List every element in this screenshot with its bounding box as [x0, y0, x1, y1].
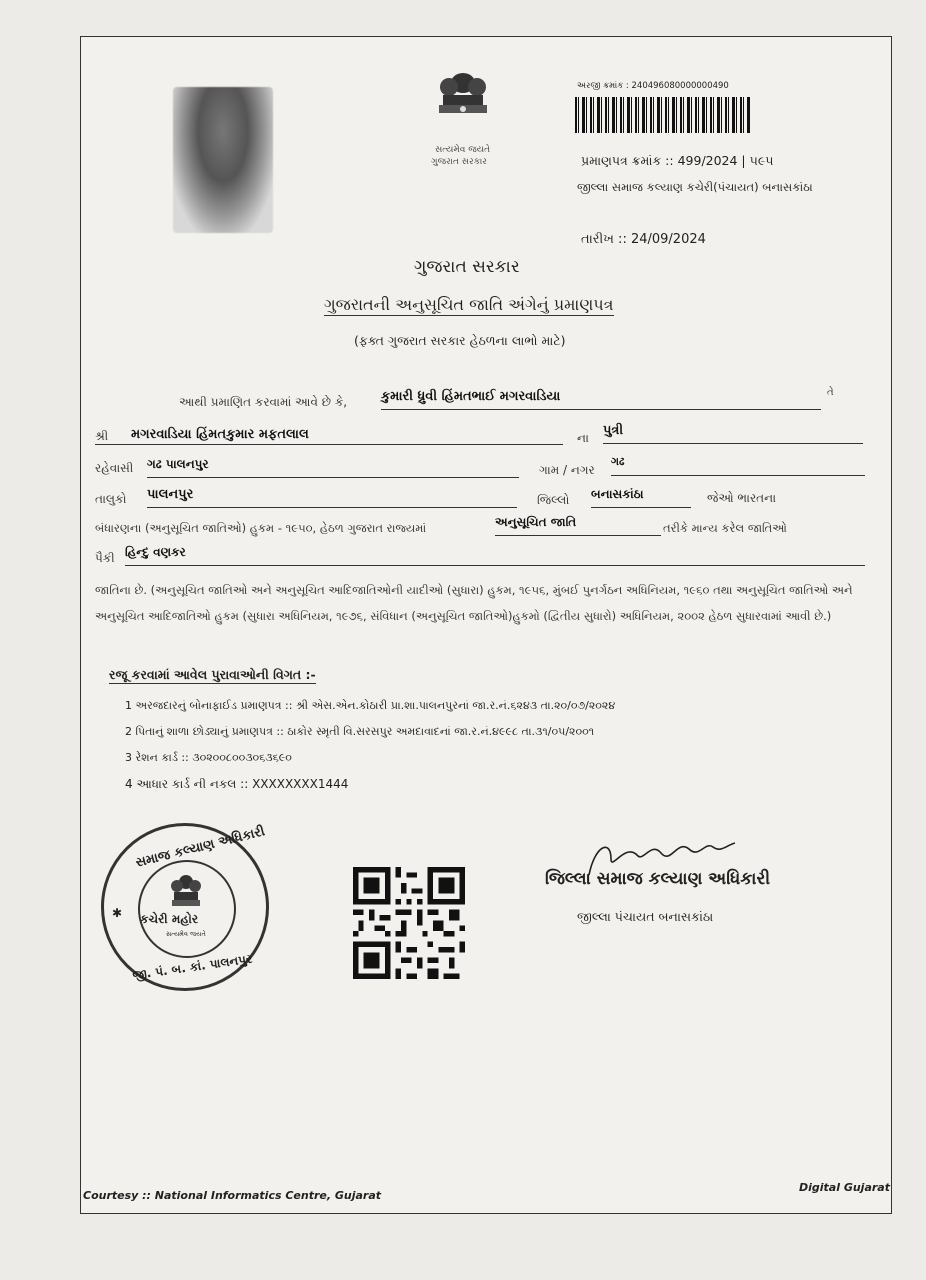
evidence-heading: રજૂ કરવામાં આવેલ પુરાવાઓની વિગત :- — [109, 667, 316, 682]
recognized-label: તરીકે માન્ય કરેલ જાતિઓ — [663, 521, 787, 535]
applicant-name: કુમારી ધ્રુવી હિંમતભાઈ મગરવાડિયા — [381, 389, 821, 410]
name-suffix: તે — [827, 387, 834, 398]
taluka-label: તાલુકો — [95, 492, 127, 506]
evidence-item-4: 4 આધાર કાર્ડ ની નકલ :: XXXXXXXX1444 — [125, 777, 349, 791]
seal-motto: સત્યમેવ જયતે — [166, 930, 206, 938]
district: બનાસકાંઠા — [591, 487, 691, 508]
evidence-item-3: 3 રેશન કાર્ડ :: ૩૦૨૦૦૮૦૦૩૦૬૩૬૯૦ — [125, 751, 292, 764]
relation: પુત્રી — [603, 423, 863, 444]
legal-paragraph: જાતિના છે. (અનુસૂચિત જાતિઓ અને અનુસૂચિત આદિજાતિઓની યાદીઓ (સુધારા) હુકમ, ૧૯૫૬, મુંબઈ પુનર્ગઠન અધિનિયમ, ૧૯૬૦ તથા અનુસૂચિત જાતિઓ અને અનુસૂચિત આદિજાતિઓ હુકમ (સુધારા અધિનિયમ, ૧૯૭૬, સંવિધાન (અનુસૂચિત જાતિઓ)હુકમો (દ્વિતીય સુધારો) અધિનિયમ, ૨૦૦૨ હેઠળ સુધારવામાં આવી છે.) — [95, 583, 853, 623]
father-underline — [95, 443, 563, 445]
state-emblem-icon — [421, 63, 505, 143]
seal-emblem-icon — [168, 872, 204, 914]
issuing-office: જીલ્લા સમાજ કલ્યાણ કચેરી(પંચાયત) બનાસકાંઠા — [577, 180, 813, 194]
barcode — [575, 97, 751, 133]
star-icon: ✱ — [112, 906, 123, 920]
caste-prefix: પૈકી — [95, 551, 115, 565]
seal-middle-text: કચેરી મહોર — [140, 912, 199, 926]
category: અનુસૂચિત જાતિ — [495, 515, 661, 536]
resident: ગઢ પાલનપુર — [147, 457, 519, 478]
signatory-title: જિલ્લા સમાજ કલ્યાણ અધિકારી — [545, 869, 771, 889]
seal-bottom-text: જી. પં. બ. કાં. પાલનપુર — [131, 951, 254, 983]
district-label: જિલ્લો — [537, 493, 570, 507]
india-label: જેઓ ભારતના — [707, 491, 777, 505]
certificate-number: પ્રમાણપત્ર ક્રમાંક :: 499/2024 | ૫૯૫ — [581, 153, 774, 168]
constitution-label: બંધારણના (અનુસૂચિત જાતિઓ) હુકમ - ૧૯૫૦, હેઠળ ગુજરાત રાજ્યમાં — [95, 521, 427, 535]
na-label: ના — [577, 431, 589, 445]
government-heading: ગુજરાત સરકાર — [414, 257, 520, 277]
caste: હિન્દુ વણકર — [125, 545, 865, 566]
village-label: ગામ / નગર — [539, 463, 595, 477]
emblem-caption: ગુજરાત સરકાર — [431, 157, 487, 167]
certify-label: આથી પ્રમાણિત કરવામાં આવે છે કે, — [179, 395, 348, 409]
emblem-motto: સત્યમેવ જયતે — [435, 145, 491, 155]
certificate-subtitle: (ફક્ત ગુજરાત સરકાર હેઠળના લાભો માટે) — [354, 333, 566, 348]
seal-top-text: સમાજ કલ્યાણ અધિકારી — [134, 824, 267, 871]
certificate-title: ગુજરાતની અનુસૂચિત જાતિ અંગેનું પ્રમાણપત્ર — [324, 295, 614, 314]
evidence-item-1: 1 અરજદારનું બોનાફાઈડ પ્રમાણપત્ર :: શ્રી એસ.એન.કોઠારી પ્રા.શા.પાલનપુરનાં જા.ર.નં.૬૨૪૩ તા.૨૦/૦૭/૨૦૨૪ — [125, 699, 616, 712]
qr-code — [353, 867, 465, 979]
footer-digital-gujarat: Digital Gujarat — [799, 1181, 890, 1194]
application-number: અરજી ક્રમાંક : 240496080000000490 — [577, 81, 729, 91]
father-name: મગરવાડિયા હિંમતકુમાર મફતલાલ — [131, 427, 309, 442]
village: ગઢ — [611, 455, 865, 476]
issue-date: તારીખ :: 24/09/2024 — [581, 232, 706, 247]
taluka: પાલનપુર — [147, 487, 517, 508]
shri-label: શ્રી — [95, 429, 109, 443]
certificate-sheet — [80, 36, 892, 1214]
footer-courtesy: Courtesy :: National Informatics Centre, Gujarat — [83, 1189, 382, 1202]
signatory-office: જીલ્લા પંચાયત બનાસકાંઠા — [577, 909, 714, 924]
evidence-item-2: 2 પિતાનું શાળા છોડ્યાનું પ્રમાણપત્ર :: ઠાકોર સ્મૃતી વિ.સરસપુર અમદાવાદનાં જા.ર.નં.૪૯૯૮ તા.૩૧/૦૫/૨૦૦૧ — [125, 725, 595, 738]
office-seal — [101, 823, 269, 991]
resident-label: રહેવાસી — [95, 461, 134, 475]
applicant-photo — [173, 87, 273, 233]
